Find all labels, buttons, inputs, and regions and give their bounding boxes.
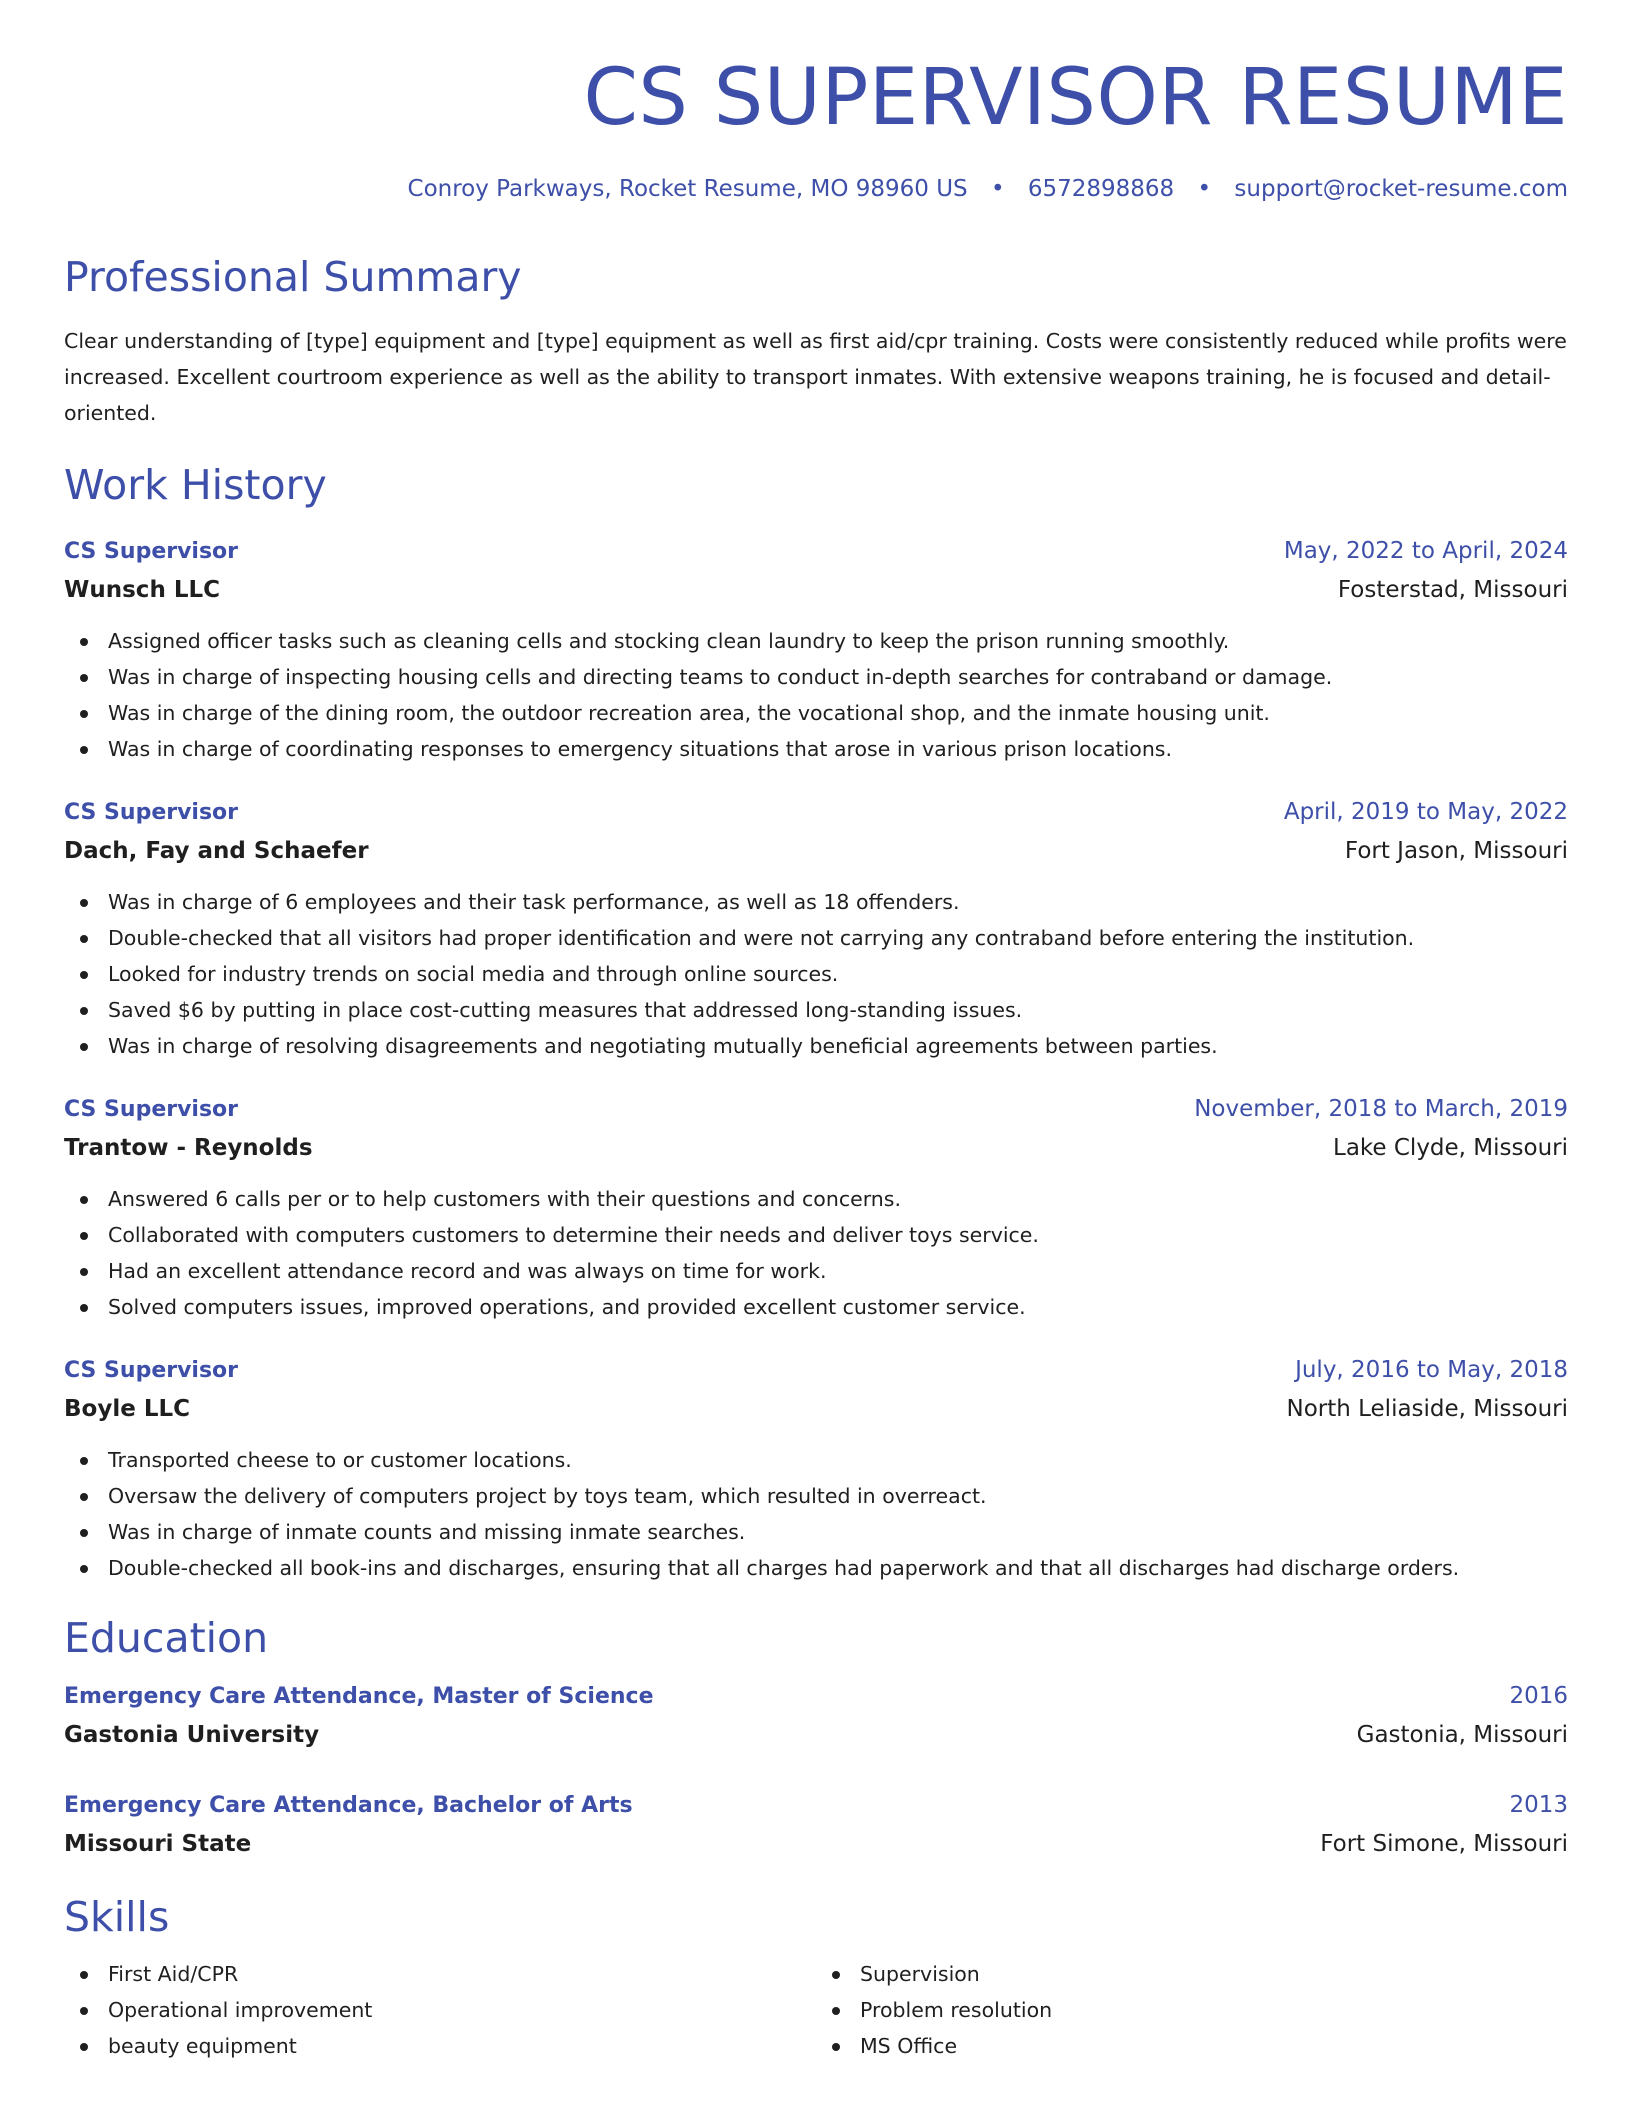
work-history-heading: Work History <box>64 460 327 509</box>
job-bullets <box>64 623 1568 767</box>
job-role: CS Supervisor <box>64 1357 239 1383</box>
education-location: Fort Simone, Missouri <box>1320 1830 1568 1857</box>
skill-item: Problem resolution <box>816 1992 1568 2028</box>
job-dates: May, 2022 to April, 2024 <box>1283 537 1568 564</box>
contact-address: Conroy Parkways, Rocket Resume, MO 98960 US <box>407 175 968 202</box>
job-company: Dach, Fay and Schaefer <box>64 837 369 864</box>
job-location: North Leliaside, Missouri <box>1286 1395 1568 1422</box>
skill-item: MS Office <box>816 2028 1568 2064</box>
job-role: CS Supervisor <box>64 1096 239 1122</box>
education-degree: Emergency Care Attendance, Bachelor of Arts <box>64 1792 633 1818</box>
job-bullet: Was in charge of inmate counts and missing inmate searches. <box>64 1514 1568 1550</box>
job-dates: April, 2019 to May, 2022 <box>1283 798 1568 825</box>
job-dates: November, 2018 to March, 2019 <box>1194 1095 1568 1122</box>
job-bullet: Double-checked that all visitors had proper identification and were not carrying any contraband before entering the institution. <box>64 920 1568 956</box>
job-company: Wunsch LLC <box>64 576 221 603</box>
job-bullet: Transported cheese to or customer locations. <box>64 1442 1568 1478</box>
resume-title: CS SUPERVISOR RESUME <box>583 53 1568 143</box>
job-bullets <box>64 884 1568 1064</box>
skills-grid <box>64 1956 1568 2064</box>
job-bullet: Had an excellent attendance record and was always on time for work. <box>64 1253 1568 1289</box>
education-location: Gastonia, Missouri <box>1356 1721 1568 1748</box>
job-bullet: Was in charge of resolving disagreements and negotiating mutually beneficial agreements between parties. <box>64 1028 1568 1064</box>
education-school: Gastonia University <box>64 1721 320 1748</box>
job-entry <box>64 793 1568 1064</box>
summary-text: Clear understanding of [type] equipment and [type] equipment as well as first aid/cpr training. Costs were consistently reduced while profits were increased. Excellent courtroom experience as well as the ability to transport inmates. With extensive weapons training, he is focused and detail-oriented. <box>64 328 1567 425</box>
skill-item: Supervision <box>816 1956 1568 1992</box>
education-school: Missouri State <box>64 1830 252 1857</box>
job-company: Trantow - Reynolds <box>64 1134 313 1161</box>
contact-line <box>64 176 1568 204</box>
job-location: Lake Clyde, Missouri <box>1333 1134 1568 1161</box>
job-bullet: Solved computers issues, improved operations, and provided excellent customer service. <box>64 1289 1568 1325</box>
resume-header <box>64 0 1568 203</box>
job-bullets <box>64 1442 1568 1586</box>
education-heading: Education <box>64 1613 269 1662</box>
skills-list <box>64 1956 816 2064</box>
job-bullet: Saved $6 by putting in place cost-cutting measures that addressed long-standing issues. <box>64 992 1568 1028</box>
skill-item: beauty equipment <box>64 2028 816 2064</box>
job-bullet: Was in charge of 6 employees and their task performance, as well as 18 offenders. <box>64 884 1568 920</box>
skills-column-right <box>816 1956 1568 2064</box>
job-bullet: Oversaw the delivery of computers project by toys team, which resulted in overreact. <box>64 1478 1568 1514</box>
education-year: 2013 <box>1509 1791 1568 1818</box>
job-location: Fosterstad, Missouri <box>1337 576 1568 603</box>
skills-list <box>816 1956 1568 2064</box>
contact-email: support@rocket-resume.com <box>1234 175 1568 202</box>
job-bullet: Answered 6 calls per or to help customers with their questions and concerns. <box>64 1181 1568 1217</box>
job-entry <box>64 532 1568 767</box>
job-bullet: Was in charge of coordinating responses to emergency situations that arose in various prison locations. <box>64 731 1568 767</box>
job-dates: July, 2016 to May, 2018 <box>1295 1356 1568 1383</box>
skill-item: First Aid/CPR <box>64 1956 816 1992</box>
skills-column-left <box>64 1956 816 2064</box>
education-entry <box>64 1786 1568 1863</box>
job-bullet: Was in charge of inspecting housing cells and directing teams to conduct in-depth searches for contraband or damage. <box>64 659 1568 695</box>
job-location: Fort Jason, Missouri <box>1344 837 1568 864</box>
job-entry <box>64 1351 1568 1586</box>
contact-phone: 6572898868 <box>1027 175 1175 202</box>
job-role: CS Supervisor <box>64 799 239 825</box>
job-bullet: Double-checked all book-ins and discharges, ensuring that all charges had paperwork and that all discharges had discharge orders. <box>64 1550 1568 1586</box>
job-bullet: Assigned officer tasks such as cleaning cells and stocking clean laundry to keep the prison running smoothly. <box>64 623 1568 659</box>
education-entry <box>64 1677 1568 1754</box>
job-bullets <box>64 1181 1568 1325</box>
job-entry <box>64 1090 1568 1325</box>
skill-item: Operational improvement <box>64 1992 816 2028</box>
skills-heading: Skills <box>64 1892 170 1941</box>
job-bullet: Looked for industry trends on social media and through online sources. <box>64 956 1568 992</box>
job-role: CS Supervisor <box>64 538 239 564</box>
job-bullet: Was in charge of the dining room, the outdoor recreation area, the vocational shop, and the inmate housing unit. <box>64 695 1568 731</box>
job-bullet: Collaborated with computers customers to determine their needs and deliver toys service. <box>64 1217 1568 1253</box>
contact-separator: • <box>1197 175 1212 202</box>
summary-heading: Professional Summary <box>64 253 522 302</box>
contact-separator: • <box>990 175 1005 202</box>
education-degree: Emergency Care Attendance, Master of Science <box>64 1683 654 1709</box>
education-year: 2016 <box>1509 1682 1568 1709</box>
job-company: Boyle LLC <box>64 1395 191 1422</box>
